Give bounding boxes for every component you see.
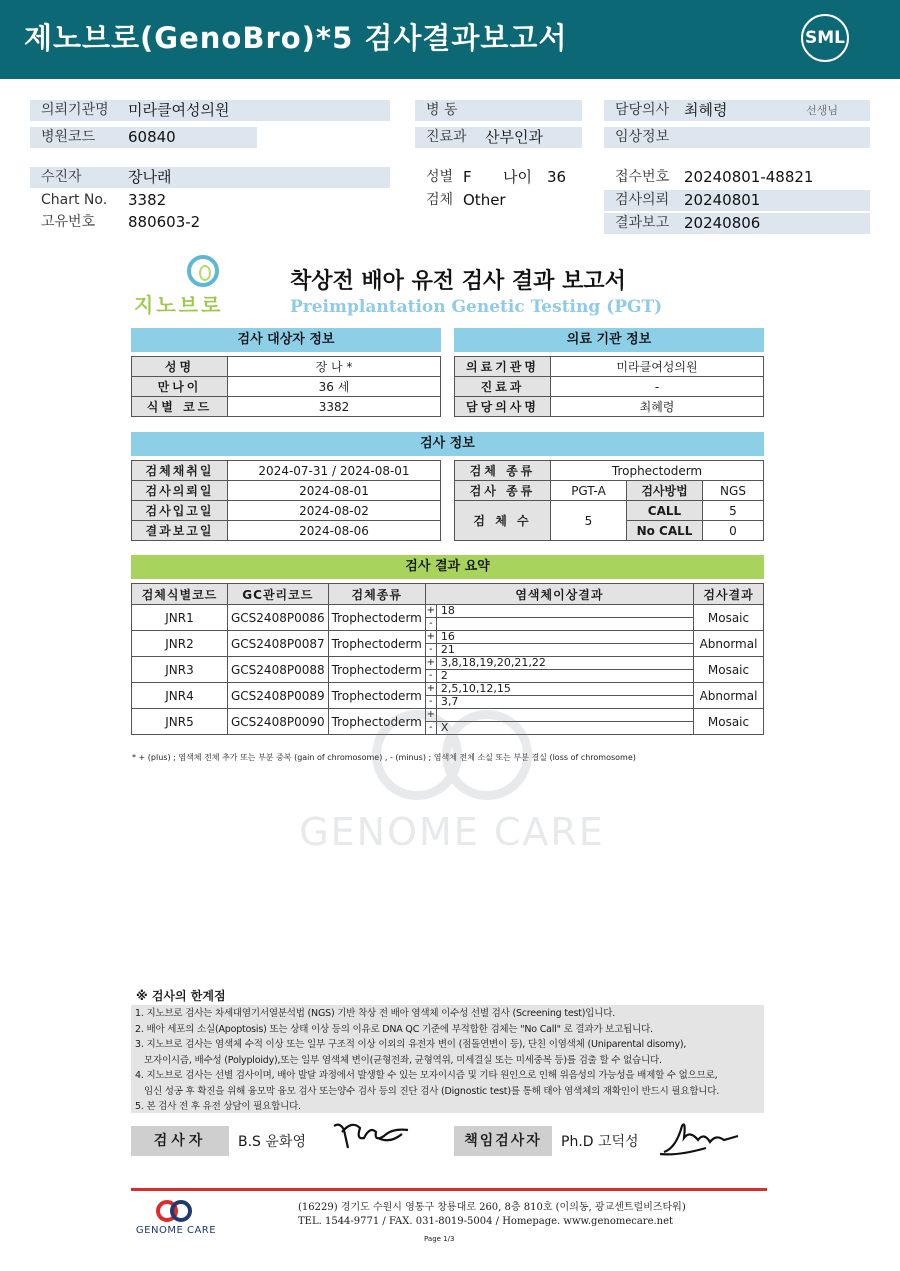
institution-label: 의뢰기관명 [41, 102, 109, 118]
subject-name-label: 성명 [132, 357, 228, 377]
summary-header-row [132, 584, 764, 605]
chart-no-value: 3382 [128, 191, 167, 209]
report-date-value: 2024-08-06 [228, 521, 441, 541]
specimen-label: 검체 [426, 192, 454, 208]
patient-field [30, 167, 390, 188]
footer-address: (16229) 경기도 수원시 영통구 창룡대로 260, 8층 810호 (이의동, 광교센트럴비즈타워) [298, 1202, 686, 1213]
gc-code: GCS2408P0086 [228, 605, 329, 631]
method-label: 검사방법 [627, 481, 703, 501]
watermark-text: GENOME CARE [299, 810, 605, 854]
plus-sign: + [426, 605, 436, 616]
watermark-rings-icon [372, 710, 542, 800]
medical-institution-label: 의료기관명 [455, 357, 551, 377]
result-field [604, 213, 870, 234]
clinical-field [604, 127, 870, 148]
watermark-ring-right [442, 710, 532, 800]
minus-sign: - [425, 644, 436, 657]
examiner-name: B.S 윤화영 [238, 1134, 306, 1150]
specimen-value: Other [463, 191, 506, 209]
col-gc-code: GC관리코드 [228, 584, 329, 605]
sample-type-value: Trophectoderm [551, 461, 764, 481]
sample-type: Trophectoderm [328, 605, 425, 631]
test-date-row [132, 481, 441, 501]
call-value: 5 [703, 501, 764, 521]
patient-value: 장나래 [128, 168, 172, 186]
dept-value: 산부인과 [485, 128, 543, 146]
loss-chromosomes: 3,7 [436, 696, 693, 709]
test-sample-row [455, 481, 764, 501]
loss-chromosomes [436, 618, 693, 631]
footer-contact: TEL. 1544-9771 / FAX. 031-8019-5004 / Homepage. www.genomecare.net [298, 1216, 674, 1227]
request-date-value: 2024-08-01 [228, 481, 441, 501]
test-type-value: PGT-A [551, 481, 627, 501]
doctor-suffix: 선생님 [806, 104, 838, 117]
report-subtitle: Preimplantation Genetic Testing (PGT) [290, 297, 663, 317]
specimen-field [415, 190, 595, 211]
limitation-line: 임신 성공 후 확진을 위해 융모막 융모 검사 또는양수 검사 등의 진단 검사 (Dignostic test)를 통해 태아 염색체의 재확인이 반드시 필요합니다. [144, 1085, 720, 1097]
medical-institution-value: 미라클여성의원 [551, 357, 764, 377]
medical-dept-label: 진료과 [455, 377, 551, 397]
doctor-field [604, 100, 870, 121]
genobro-logo-mark [187, 255, 219, 287]
age-value: 36 [547, 168, 567, 186]
unique-no-value: 880603-2 [128, 213, 201, 231]
gain-chromosomes: 3,8,18,19,20,21,22 [436, 657, 693, 670]
subject-id-value: 3382 [228, 397, 441, 417]
plus-sign: + [426, 631, 436, 642]
sample-type-label: 검체 종류 [455, 461, 551, 481]
chief-label: 책임검사자 [454, 1126, 552, 1156]
limitation-line: 3. 지노브로 검사는 염색체 수적 이상 또는 일부 구조적 이상 이외의 유전자 변이 (점돌연변이 등), 단친 이염색체 (Uniparental disomy), [135, 1039, 687, 1050]
request-label: 검사의뢰 [615, 192, 670, 208]
dept-field [415, 127, 582, 148]
medical-row [455, 357, 764, 377]
table-row [132, 631, 764, 644]
chief-name: Ph.D 고덕성 [561, 1134, 639, 1150]
unique-no-field [30, 212, 390, 233]
gc-code: GCS2408P0090 [228, 709, 329, 735]
subject-row [132, 357, 441, 377]
gc-code: GCS2408P0088 [228, 657, 329, 683]
limitation-line: 2. 배아 세포의 소실(Apoptosis) 또는 상태 이상 등의 이유로 DNA QC 기준에 부적합한 검체는 "No Call" 로 결과가 보고됩니다. [135, 1023, 653, 1035]
chief-signature [658, 1118, 742, 1158]
loss-chromosomes: 2 [436, 670, 693, 683]
medical-row [455, 397, 764, 417]
sample-id: JNR1 [132, 605, 228, 631]
minus-sign: - [425, 618, 436, 631]
subject-name-value: 장 나 * [228, 357, 441, 377]
sex-label: 성별 [426, 169, 454, 185]
receive-date-value: 2024-08-02 [228, 501, 441, 521]
subject-section-header: 검사 대상자 정보 [131, 328, 441, 352]
hospital-code-value: 60840 [128, 128, 176, 146]
genome-care-logo [128, 1200, 224, 1240]
limitation-line: 5. 본 검사 전 후 유전 상담이 필요합니다. [135, 1101, 301, 1112]
col-sample-type: 검체종류 [328, 584, 425, 605]
age-label: 나이 [503, 168, 532, 186]
receipt-value: 20240801-48821 [684, 168, 814, 186]
loss-chromosomes: 21 [436, 644, 693, 657]
test-date-row [132, 461, 441, 481]
summary-footnote: * + (plus) ; 염색체 전체 추가 또는 부분 중복 (gain of chromosome) , - (minus) ; 염색체 전체 소실 또는 부분 결실 (loss of chromosome) [132, 753, 636, 762]
plus-sign: + [426, 657, 436, 668]
plus-sign: + [426, 709, 436, 720]
subject-table [131, 356, 441, 417]
clinical-label: 임상정보 [615, 129, 670, 145]
receipt-field [604, 167, 870, 188]
nocall-value: 0 [703, 521, 764, 541]
gain-chromosomes: 16 [436, 631, 693, 644]
medical-doctor-label: 담당의사명 [455, 397, 551, 417]
test-sample-row [455, 501, 764, 521]
test-dates-table [131, 460, 441, 541]
chart-no-field [30, 190, 390, 211]
subject-age-value: 36 세 [228, 377, 441, 397]
sample-id: JNR3 [132, 657, 228, 683]
table-row [132, 683, 764, 696]
collect-date-label: 검체채취일 [132, 461, 228, 481]
test-sample-row [455, 461, 764, 481]
result-value: Mosaic [694, 657, 764, 683]
result-value: Mosaic [694, 605, 764, 631]
genome-care-watermark [272, 700, 632, 860]
header-bar [0, 0, 900, 79]
gc-code: GCS2408P0089 [228, 683, 329, 709]
result-value: Abnormal [694, 683, 764, 709]
limitation-line: 4. 지노브로 검사는 선별 검사이며, 배아 발달 과정에서 발생할 수 있는 모자이시즘 및 기타 원인으로 인해 위음성의 가능성을 배제할 수 없으므로, [135, 1070, 718, 1081]
hospital-code-field [30, 127, 257, 148]
call-label: CALL [627, 501, 703, 521]
doctor-label: 담당의사 [615, 102, 670, 118]
col-abnormality: 염색체이상결과 [425, 584, 693, 605]
page-number: Page 1/3 [424, 1235, 455, 1243]
page-title: 제노브로(GenoBro)*5 검사결과보고서 [24, 21, 568, 55]
subject-row [132, 377, 441, 397]
limitations-title: ※ 검사의 한계점 [136, 989, 226, 1003]
medical-section-header: 의료 기관 정보 [454, 328, 764, 352]
loss-chromosomes: X [436, 722, 693, 735]
test-info-section-header: 검사 정보 [131, 432, 764, 456]
result-label: 결과보고 [615, 215, 670, 231]
sample-type: Trophectoderm [328, 631, 425, 657]
result-value: 20240806 [684, 214, 761, 232]
sex-value: F [463, 168, 472, 186]
test-sample-table [454, 460, 764, 541]
sml-logo: SML [801, 14, 849, 62]
request-date-label: 검사의뢰일 [132, 481, 228, 501]
genobro-logo-text: 지노브로 [134, 293, 224, 317]
genome-care-logo-text: GENOME CARE [135, 1225, 217, 1236]
count-label: 검 체 수 [455, 501, 551, 541]
institution-field [30, 100, 390, 121]
minus-sign: - [425, 696, 436, 709]
examiner-label: 검사자 [131, 1126, 229, 1156]
report-date-label: 결과보고일 [132, 521, 228, 541]
report-title: 착상전 배아 유전 검사 결과 보고서 [290, 269, 626, 294]
sample-type: Trophectoderm [328, 657, 425, 683]
limitations-box [131, 1005, 764, 1113]
doctor-value: 최혜령 [684, 101, 728, 119]
minus-sign: - [425, 670, 436, 683]
sample-type: Trophectoderm [328, 709, 425, 735]
gain-chromosomes: 2,5,10,12,15 [436, 683, 693, 696]
medical-table [454, 356, 764, 417]
sex-age-field [415, 167, 595, 188]
gc-code: GCS2408P0087 [228, 631, 329, 657]
request-field [604, 190, 870, 211]
method-value: NGS [703, 481, 764, 501]
result-value: Mosaic [694, 709, 764, 735]
sample-id: JNR5 [132, 709, 228, 735]
footer-divider [131, 1188, 767, 1191]
collect-date-value: 2024-07-31 / 2024-08-01 [228, 461, 441, 481]
subject-age-label: 만나이 [132, 377, 228, 397]
test-date-row [132, 501, 441, 521]
sample-type: Trophectoderm [328, 683, 425, 709]
plus-sign: + [426, 683, 436, 694]
sample-id: JNR4 [132, 683, 228, 709]
col-result: 검사결과 [694, 584, 764, 605]
subject-id-label: 식별 코드 [132, 397, 228, 417]
footer-address-block [298, 1201, 686, 1229]
logo-ring-navy [170, 1200, 192, 1222]
request-value: 20240801 [684, 191, 761, 209]
minus-sign: - [425, 722, 436, 735]
ward-label: 병 동 [426, 102, 458, 118]
genobro-logo [132, 255, 244, 317]
medical-row [455, 377, 764, 397]
hospital-code-label: 병원코드 [41, 129, 96, 145]
receive-date-label: 검사입고일 [132, 501, 228, 521]
summary-section-header: 검사 결과 요약 [131, 555, 764, 579]
gain-chromosomes: 18 [436, 605, 693, 618]
examiner-signature [330, 1118, 412, 1154]
test-date-row [132, 521, 441, 541]
count-value: 5 [551, 501, 627, 541]
test-type-label: 검사 종류 [455, 481, 551, 501]
ward-field [415, 100, 582, 121]
nocall-label: No CALL [627, 521, 703, 541]
col-sample-id: 검체식별코드 [132, 584, 228, 605]
medical-doctor-value: 최혜령 [551, 397, 764, 417]
limitation-line: 1. 지노브로 검사는 차세대염기서열분석법 (NGS) 기반 착상 전 배아 염색체 이수성 선별 검사 (Screening test)입니다. [135, 1008, 616, 1019]
medical-dept-value: - [551, 377, 764, 397]
unique-no-label: 고유번호 [41, 214, 96, 230]
table-row [132, 657, 764, 670]
subject-row [132, 397, 441, 417]
dept-label: 진료과 [426, 129, 467, 145]
patient-label: 수진자 [41, 169, 82, 185]
table-row [132, 605, 764, 618]
limitation-line: 모자이시즘, 배수성 (Polyploidy),또는 일부 염색체 변이(균형전좌, 균형역위, 미세결실 또는 미세중복 등)를 검출 할 수 없습니다. [144, 1054, 662, 1066]
result-value: Abnormal [694, 631, 764, 657]
sample-id: JNR2 [132, 631, 228, 657]
receipt-label: 접수번호 [615, 169, 670, 185]
chart-no-label: Chart No. [41, 192, 108, 208]
institution-value: 미라클여성의원 [128, 101, 230, 119]
